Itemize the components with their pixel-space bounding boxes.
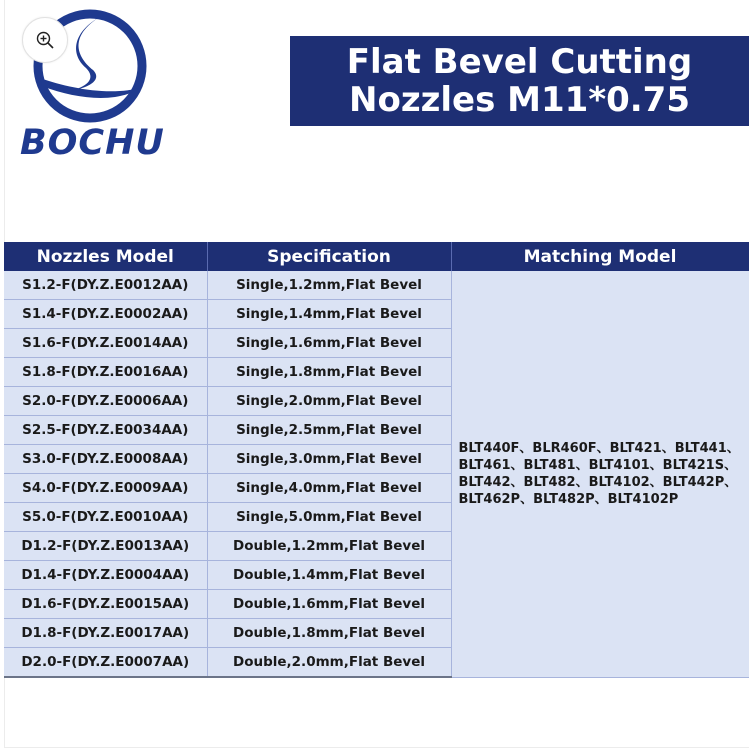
nozzle-model-cell: S1.8-F(DY.Z.E0016AA) [4, 358, 207, 387]
nozzle-model-cell: S2.0-F(DY.Z.E0006AA) [4, 387, 207, 416]
nozzle-model-cell: S2.5-F(DY.Z.E0034AA) [4, 416, 207, 445]
table-header-row [4, 242, 749, 271]
specification-cell: Double,1.2mm,Flat Bevel [207, 532, 451, 561]
matching-model-line: BLT442、BLT482、BLT4102、BLT442P、 [458, 474, 738, 490]
nozzle-model-cell: S1.2-F(DY.Z.E0012AA) [4, 271, 207, 300]
nozzle-model-cell: S3.0-F(DY.Z.E0008AA) [4, 445, 207, 474]
specification-cell: Single,1.8mm,Flat Bevel [207, 358, 451, 387]
specification-cell: Single,2.5mm,Flat Bevel [207, 416, 451, 445]
nozzle-spec-table [4, 242, 749, 678]
specification-cell: Double,1.8mm,Flat Bevel [207, 619, 451, 648]
nozzle-model-cell: D1.2-F(DY.Z.E0013AA) [4, 532, 207, 561]
nozzle-model-cell: S1.4-F(DY.Z.E0002AA) [4, 300, 207, 329]
nozzle-model-cell: D1.6-F(DY.Z.E0015AA) [4, 590, 207, 619]
matching-model-line: BLT462P、BLT482P、BLT4102P [458, 491, 679, 507]
specification-cell: Single,1.2mm,Flat Bevel [207, 271, 451, 300]
header-nozzles-model: Nozzles Model [4, 242, 207, 271]
specification-cell: Double,2.0mm,Flat Bevel [207, 648, 451, 678]
specification-cell: Single,3.0mm,Flat Bevel [207, 445, 451, 474]
title-banner [290, 36, 749, 126]
specification-cell: Single,2.0mm,Flat Bevel [207, 387, 451, 416]
specification-cell: Single,4.0mm,Flat Bevel [207, 474, 451, 503]
nozzle-model-cell: D1.8-F(DY.Z.E0017AA) [4, 619, 207, 648]
title-line-1: Flat Bevel Cutting [346, 42, 693, 82]
table-row [4, 271, 749, 300]
title-line-2: Nozzles M11*0.75 [349, 80, 690, 120]
matching-model-cell [451, 271, 749, 677]
nozzle-model-cell: S1.6-F(DY.Z.E0014AA) [4, 329, 207, 358]
specification-cell: Double,1.6mm,Flat Bevel [207, 590, 451, 619]
brand-name: BOCHU [20, 123, 165, 163]
header-matching-model: Matching Model [451, 242, 749, 271]
nozzle-model-cell: S5.0-F(DY.Z.E0010AA) [4, 503, 207, 532]
specification-cell: Single,1.6mm,Flat Bevel [207, 329, 451, 358]
zoom-in-icon [36, 31, 54, 49]
header-specification: Specification [207, 242, 451, 271]
matching-model-line: BLT440F、BLR460F、BLT421、BLT441、 [458, 440, 740, 456]
nozzle-model-cell: S4.0-F(DY.Z.E0009AA) [4, 474, 207, 503]
matching-model-line: BLT461、BLT481、BLT4101、BLT421S、 [458, 457, 738, 473]
nozzle-model-cell: D1.4-F(DY.Z.E0004AA) [4, 561, 207, 590]
specification-cell: Single,1.4mm,Flat Bevel [207, 300, 451, 329]
zoom-image-button[interactable] [22, 17, 68, 63]
specification-cell: Double,1.4mm,Flat Bevel [207, 561, 451, 590]
nozzle-model-cell: D2.0-F(DY.Z.E0007AA) [4, 648, 207, 678]
specification-cell: Single,5.0mm,Flat Bevel [207, 503, 451, 532]
